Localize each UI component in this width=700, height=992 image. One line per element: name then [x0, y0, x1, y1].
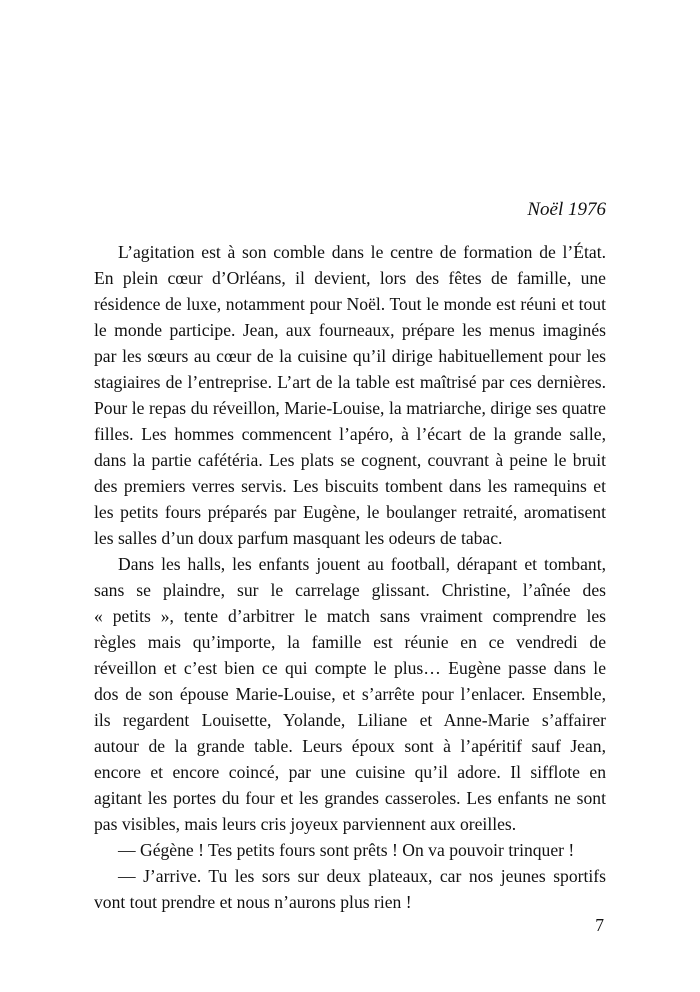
- text-line: autour de la grande table. Leurs époux sont à l’apéritif sauf Jean,: [94, 736, 606, 756]
- text-line: Dans les halls, les enfants jouent au football, dérapant et tombant,: [118, 554, 606, 574]
- chapter-date: Noël 1976: [527, 199, 606, 220]
- text-line: En plein cœur d’Orléans, il devient, lors des fêtes de famille, une: [94, 268, 606, 288]
- body-text: [94, 239, 606, 915]
- text-line: encore et encore coincé, par une cuisine qu’il adore. Il sifflote en: [94, 762, 606, 782]
- text-line: des premiers verres servis. Les biscuits tombent dans les ramequins et: [94, 476, 606, 496]
- paragraph: [94, 239, 606, 551]
- text-line: règles mais qu’importe, la famille est réunie en ce vendredi de: [94, 632, 606, 652]
- text-line: le monde participe. Jean, aux fourneaux, prépare les menus imaginés: [94, 320, 606, 340]
- text-line: les salles d’un doux parfum masquant les odeurs de tabac.: [94, 528, 503, 548]
- paragraph: [94, 551, 606, 837]
- text-line: — Gégène ! Tes petits fours sont prêts ! On va pouvoir trinquer !: [118, 840, 575, 860]
- text-line: « petits », tente d’arbitrer le match sans vraiment comprendre les: [94, 606, 606, 626]
- text-line: dans la partie cafétéria. Les plats se cognent, couvrant à peine le bruit: [94, 450, 606, 470]
- dialogue-line: [94, 837, 606, 863]
- text-line: ils regardent Louisette, Yolande, Liliane et Anne-Marie s’affairer: [94, 710, 606, 730]
- text-line: par les sœurs au cœur de la cuisine qu’il dirige habituellement pour les: [94, 346, 606, 366]
- text-line: pas visibles, mais leurs cris joyeux parviennent aux oreilles.: [94, 814, 517, 834]
- text-line: L’agitation est à son comble dans le centre de formation de l’État.: [118, 242, 606, 262]
- text-line: filles. Les hommes commencent l’apéro, à l’écart de la grande salle,: [94, 424, 606, 444]
- text-line: — J’arrive. Tu les sors sur deux plateaux, car nos jeunes sportifs: [118, 866, 606, 886]
- text-line: vont tout prendre et nous n’aurons plus rien !: [94, 892, 412, 912]
- text-line: les petits fours préparés par Eugène, le boulanger retraité, aromatisent: [94, 502, 606, 522]
- page-number: 7: [595, 915, 604, 935]
- text-line: Pour le repas du réveillon, Marie-Louise, la matriarche, dirige ses quatre: [94, 398, 606, 418]
- dialogue-line: [94, 863, 606, 915]
- text-line: réveillon et c’est bien ce qui compte le plus… Eugène passe dans le: [94, 658, 606, 678]
- text-line: sans se plaindre, sur le carrelage glissant. Christine, l’aînée des: [94, 580, 606, 600]
- text-line: dos de son épouse Marie-Louise, et s’arrête pour l’enlacer. Ensemble,: [94, 684, 606, 704]
- text-line: stagiaires de l’entreprise. L’art de la table est maîtrisé par ces dernières.: [94, 372, 606, 392]
- text-line: résidence de luxe, notamment pour Noël. Tout le monde est réuni et tout: [94, 294, 606, 314]
- text-line: agitant les portes du four et les grandes casseroles. Les enfants ne sont: [94, 788, 606, 808]
